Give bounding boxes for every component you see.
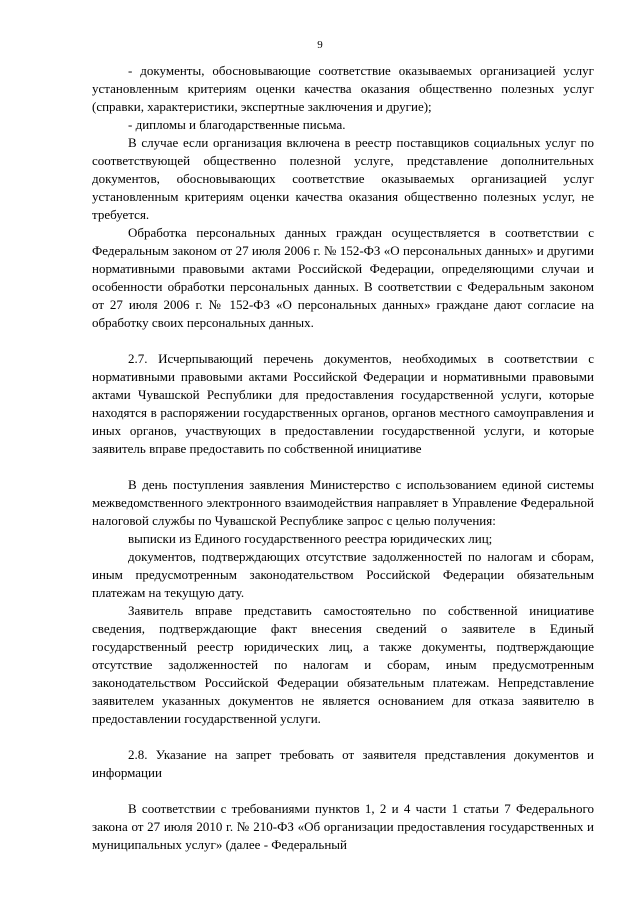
paragraph-applicant-right: Заявитель вправе представить самостоятельно по собственной инициативе сведения, подтверждающие факт внесения сведений о заявителе в Единый государственный реестр юридических лиц, а также документы, подтверждающие отсутствие задолженностей по налогам и сборам, иным предусмотренным законодательством Российской Федерации обязательным платежам. Непредставление заявителем указанных документов не является основанием для отказа заявителю в предоставлении государственной услуги. <box>92 603 594 726</box>
page-number: 9 <box>317 39 323 51</box>
paragraph-federal-law-requirements: В соответствии с требованиями пунктов 1, 2 и 4 части 1 статьи 7 Федерального закона от 27 июля 2010 г. № 210-ФЗ «Об организации предоставления государственных и муниципальных услуг» (далее - Федеральный <box>92 801 594 852</box>
section-heading-2-7: 2.7. Исчерпывающий перечень документов, необходимых в соответствии с нормативными правовыми актами Российской Федерации и нормативными правовыми актами Чувашской Республики для предоставления государственной услуги, которые находятся в распоряжении государственных органов, органов местного самоуправления и иных органов, участвующих в предоставлении государственной услуги, и которые заявитель вправе предоставить по собственной инициативе <box>92 351 594 456</box>
paragraph-list-item-documents: - документы, обосновывающие соответствие оказываемых организацией услуг установленным критериям оценки качества оказания общественно полезных услуг (справки, характеристики, экспертные заключения и другие); <box>92 63 594 114</box>
paragraph-list-item-diplomas: - дипломы и благодарственные письма. <box>128 117 346 132</box>
paragraph-registry-note: В случае если организация включена в реестр поставщиков социальных услуг по соответствующей общественно полезной услуге, представление дополнительных документов, обосновывающих соответствие оказываемых организацией услуг установленным критериям оценки качества оказания общественно полезных услуг, не требуется. <box>92 135 594 222</box>
section-heading-2-8: 2.8. Указание на запрет требовать от заявителя представления документов и информации <box>92 747 594 780</box>
paragraph-tax-debt-documents: документов, подтверждающих отсутствие задолженностей по налогам и сборам, иным предусмотренным законодательством Российской Федерации обязательным платежам на текущую дату. <box>92 549 594 600</box>
paragraph-personal-data: Обработка персональных данных граждан осуществляется в соответствии с Федеральным законом от 27 июля 2006 г. № 152-ФЗ «О персональных данных» и другими нормативными правовыми актами Российской Федерации, определяющими случаи и особенности обработки персональных данных. В соответствии с Федеральным законом от 27 июля 2006 г. № 152-ФЗ «О персональных данных» граждане дают согласие на обработку своих персональных данных. <box>92 225 594 330</box>
document-body <box>92 62 594 854</box>
paragraph-egrul-extract: выписки из Единого государственного реестра юридических лиц; <box>128 531 493 546</box>
paragraph-interagency-request: В день поступления заявления Министерство с использованием единой системы межведомственного электронного взаимодействия направляет в Управление Федеральной налоговой службы по Чувашской Республике запрос с целью получения: <box>92 477 594 528</box>
